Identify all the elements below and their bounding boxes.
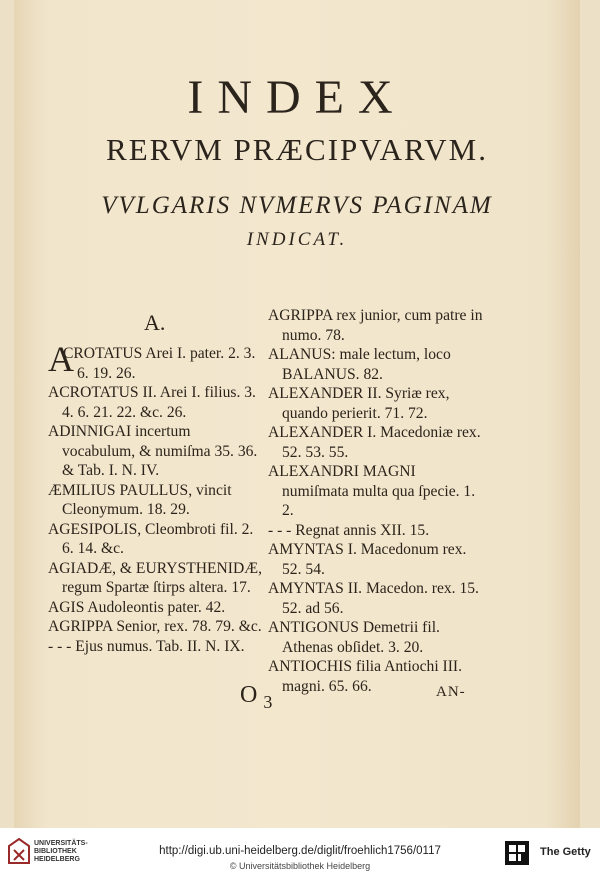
- signature-mark: [240, 682, 272, 713]
- book-page: [14, 0, 580, 828]
- left-column: [48, 339, 263, 656]
- index-subtitle: RERVM PRÆCIPVARVM.: [106, 132, 488, 167]
- getty-logo-icon: [504, 840, 530, 866]
- index-entry: ACROTATUS Arei I. pater. 2. 3. 6. 19. 26.: [48, 339, 256, 382]
- index-entry: ÆMILIUS PAULLUS, vincit Cleonymum. 18. 29.: [48, 481, 232, 518]
- index-entry: AMYNTAS II. Macedon. rex. 15. 52. ad 56.: [268, 580, 479, 617]
- index-title: INDEX: [187, 71, 407, 124]
- index-entry: ALEXANDER I. Macedoniæ rex. 52. 53. 55.: [268, 424, 481, 461]
- index-entry: ADINNIGAI incertum vocabulum, & numiſma 35. 36. & Tab. I. N. IV.: [48, 423, 258, 479]
- institution-line: HEIDELBERG: [34, 856, 80, 863]
- copyright-notice: © Universitätsbibliothek Heidelberg: [229, 861, 371, 871]
- permalink[interactable]: http://digi.ub.uni-heidelberg.de/diglit/froehlich1756/0117: [159, 845, 441, 857]
- signature-main: O: [240, 682, 258, 708]
- institution-line: BIBLIOTHEK: [34, 848, 77, 855]
- index-note-line2: INDICAT.: [246, 229, 348, 250]
- signature-sub: 3: [263, 691, 273, 712]
- index-entry: ANTIOCHIS filia Antiochi III. magni. 65. 66.: [268, 658, 463, 695]
- index-entry: AMYNTAS I. Macedonum rex. 52. 54.: [268, 541, 467, 578]
- index-entry: AGIS Audoleontis pater. 42.: [48, 598, 226, 616]
- right-column: [268, 306, 483, 696]
- index-entry: - - - Regnat annis XII. 15.: [268, 521, 430, 539]
- section-letter: A.: [144, 310, 166, 335]
- index-entry: AGIADÆ, & EURYSTHENIDÆ, regum Spartæ ſtirps altera. 17.: [48, 559, 262, 596]
- index-entry: ANTIGONUS Demetrii fil. Athenas obſidet. 3. 20.: [268, 619, 440, 656]
- index-entry: ACROTATUS II. Arei I. filius. 3. 4. 6. 21. 22. &c. 26.: [48, 384, 256, 421]
- index-note-line1: VVLGARIS NVMERVS PAGINAM: [101, 192, 493, 219]
- index-entry: ALANUS: male lectum, loco BALANUS. 82.: [268, 346, 451, 383]
- index-entry: ALEXANDRI MAGNI numiſmata multa qua ſpecie. 1. 2.: [268, 463, 476, 519]
- index-entry: AGRIPPA rex junior, cum patre in numo. 78.: [268, 307, 483, 344]
- institution-line: UNIVERSITÄTS-: [34, 840, 88, 847]
- index-entry: - - - Ejus numus. Tab. II. N. IX.: [48, 637, 245, 655]
- index-entry: ALEXANDER II. Syriæ rex, quando perierit. 71. 72.: [268, 385, 450, 422]
- index-entry: AGRIPPA Senior, rex. 78. 79. &c.: [48, 618, 262, 635]
- viewer-footer: [0, 828, 600, 877]
- catchword: AN-: [436, 684, 466, 700]
- index-entry: AGESIPOLIS, Cleombroti fil. 2. 6. 14. &c.: [48, 520, 254, 557]
- partner-name: The Getty: [540, 846, 591, 858]
